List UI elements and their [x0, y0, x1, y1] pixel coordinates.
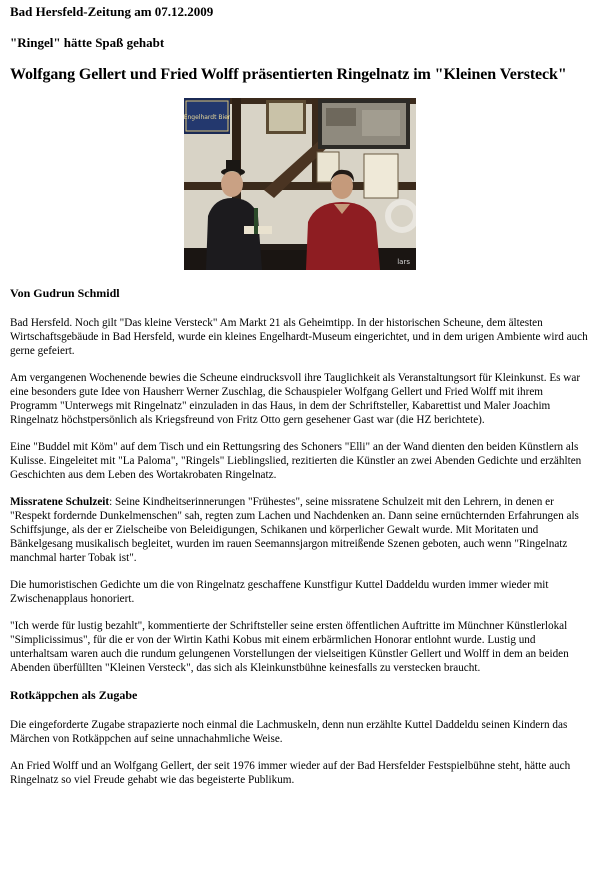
paragraph-2: Am vergangenen Wochenende bewies die Scheune eindrucksvoll ihre Tauglichkeit als Veranstaltungsort für Kleinkunst. Es war eine besonders gute Idee von Hausherr Werner Zuschlag, die Schauspieler Wolfgang Gellert und Fried Wolff mit ihrem Programm "Unterwegs mit Ringelnatz" einzuladen in das Haus, in dem der Schriftsteller, Kabarettist und Maler Joachim Ringelnatz höchstpersönlich als Kriegsfreund von Fritz Otto gern gesehener Gast war (die HZ berichtete).	[10, 372, 581, 426]
article-photo	[184, 98, 416, 270]
photo-watermark: lars	[397, 258, 410, 266]
publication-line: Bad Hersfeld-Zeitung am 07.12.2009	[10, 4, 214, 19]
article-author: Von Gudrun Schmidl	[10, 286, 120, 300]
paragraph-3: Eine "Buddel mit Köm" auf dem Tisch und ein Rettungsring des Schoners "Elli" an der Wand dienten den beiden Künstlern als Kulisse. Eingeleitet mit "La Paloma", "Ringels" Lieblingslied, rezitierten die Künstler an zwei Abenden Gedichte und erzählten Geschichten aus dem Leben des Wortakrobaten Ringelnatz.	[10, 441, 582, 481]
article-kicker: "Ringel" hätte Spaß gehabt	[10, 35, 165, 50]
photo-container	[10, 98, 590, 270]
paragraph-6: "Ich werde für lustig bezahlt", kommentierte der Schriftsteller seine ersten öffentlichen Auftritte im Münchner Künstlerlokal "Simplicissimus", für die er von der Wirtin Kathi Kobus mit einem erbärmlichen Honorar entlohnt wurde. Lustig und unterhaltsam waren auch die rundum gelungenen Vorstellungen der vielseitigen Künstler Gellert und Wolff in dem an beiden Abenden überfüllten "Kleinen Versteck", das sich als Kleinkunstbühne keinesfalls zu verstecken braucht.	[10, 620, 569, 674]
photo-sign-text: Engelhardt Bier	[184, 114, 231, 121]
paragraph-5: Die humoristischen Gedichte um die von Ringelnatz geschaffene Kunstfigur Kuttel Daddeldu wurden immer wieder mit Zwischenapplaus honoriert.	[10, 579, 549, 605]
paragraph-8: An Fried Wolff und an Wolfgang Gellert, der seit 1976 immer wieder auf der Bad Hersfelder Festspielbühne steht, hätte auch Ringelnatz so viel Freude gehabt wie das begeisterte Publikum.	[10, 760, 571, 786]
section-subhead: Rotkäppchen als Zugabe	[10, 688, 138, 702]
paragraph-7: Die eingeforderte Zugabe strapazierte noch einmal die Lachmuskeln, denn nun erzählte Kuttel Daddeldu seinen Kindern das Märchen von Rotkäppchen auf seine unnachahmliche Weise.	[10, 719, 568, 745]
paragraph-1: Bad Hersfeld. Noch gilt "Das kleine Versteck" Am Markt 21 als Geheimtipp. In der historischen Scheune, dem ältesten Wirtschaftsgebäude in Bad Hersfeld, wurde ein kleines Engelhardt-Museum eingerichtet, und in dem urigen Ambiente wird auch gerne gefeiert.	[10, 317, 588, 357]
paragraph-4	[10, 495, 590, 565]
paragraph-4-lead: Missratene Schulzeit	[10, 496, 110, 508]
article-headline: Wolfgang Gellert und Fried Wolff präsentierten Ringelnatz im "Kleinen Versteck"	[10, 66, 567, 83]
paragraph-4-body: : Seine Kindheitserinnerungen "Frühestes", seine missratene Schulzeit mit den Lehrern, in denen er "Respekt fordernde Dunkelmenschen" sah, regten zum Lachen und Nachdenken an. Dann seine ernüchternden Erfahrungen als Schiffsjunge, als der er Zielscheibe von Beleidigungen, Schikanen und körperlicher Gewalt wurde. Mit Moritaten und Bänkelgesang musikalisch begleitet, wurden im rauen Seemannsjargon mitreißende Szenen geboten, auch wenn "Ringelnatz manchmal harter Tobak ist".	[10, 496, 579, 564]
